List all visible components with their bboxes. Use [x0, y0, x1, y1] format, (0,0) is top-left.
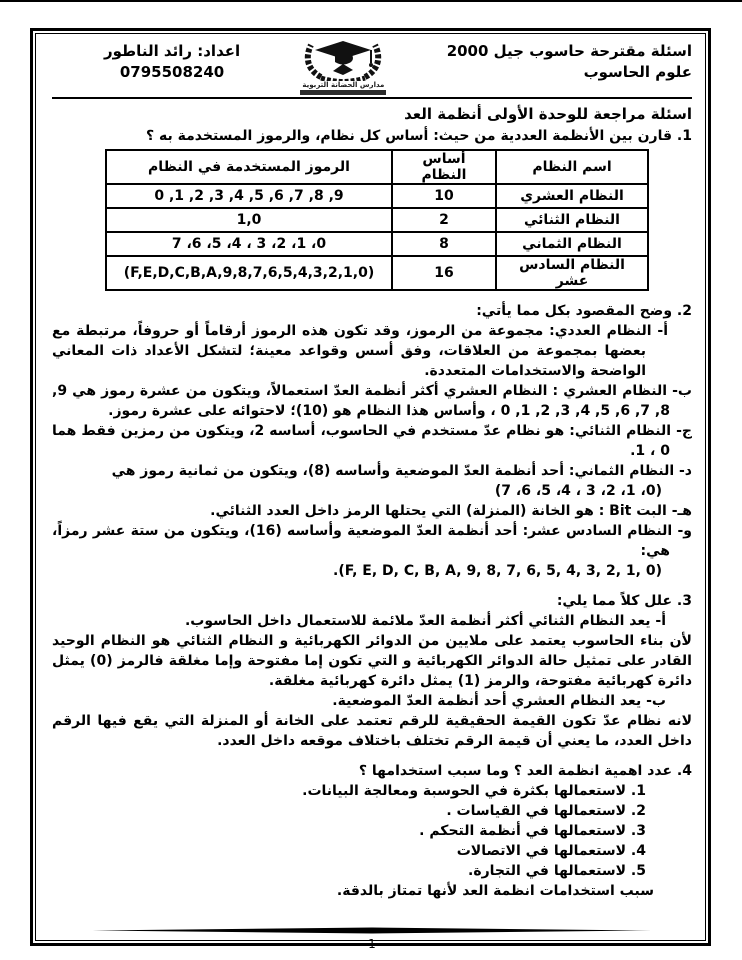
logo-caption: مدارس الحضانة التربوية [302, 81, 385, 89]
cell-base: 8 [392, 232, 496, 256]
page-number: 1 [368, 937, 376, 951]
table-row [106, 232, 648, 256]
table-header-row [106, 150, 648, 184]
reason-item-a-body: لأن بناء الحاسوب يعتمد على ملايين من الدوائر الكهربائية و النظام الثنائي هو النظام الوحيد القادر على تمثيل حالة الدوائر الكهربائية و التي تكون إما مفتوحة وإما مغلقة فالرمز (0) يمثل دائرة كهربائية مفتوحة، والرمز (1) يمثل دائرة كهربائية مغلقة. [52, 633, 692, 689]
importance-item [52, 861, 646, 881]
item-text: يعد النظام العشري أحد أنظمة العدّ الموضعية. [332, 693, 642, 709]
question-text: عدد اهمية انظمة العد ؟ وما سبب استخدامها ؟ [358, 763, 673, 779]
footer-divider [92, 927, 652, 934]
reason-item-a-title [52, 611, 666, 631]
item-label: أ- [657, 323, 668, 339]
phone-line: 0795508240 [119, 63, 225, 81]
question-2-head [52, 301, 692, 321]
question-text: قارن بين الأنظمة العددية من حيث: أساس كل نظام، والرموز المستخدمة به ؟ [146, 128, 673, 144]
table-row [106, 184, 648, 208]
question-1 [52, 126, 692, 291]
question-text: علل كلاً مما يلي: [556, 593, 673, 609]
item-label: و- [677, 523, 692, 539]
cell-system-name: النظام السادس عشر [496, 256, 648, 290]
table-row [106, 208, 648, 232]
col-header-symbols: الرموز المستخدمة في النظام [106, 150, 392, 184]
question-4 [52, 761, 692, 901]
cell-symbols: 1,0 [106, 208, 392, 232]
octal-symbols-line: (0، 1، 2، 3 ، 4، 5، 6، 7) [494, 483, 662, 499]
item-text: النظام العشري : النظام العشري أكثر أنظمة العدّ استعمالاً، ويتكون من عشرة رموز هي 9, 8, 7, 6, 5, 4, 3, 2, 1, 0 ، وأساس هذا النظام هو (10)؛ لاحتوائه على عشرة رموز. [52, 383, 670, 419]
item-number: 3. [630, 823, 646, 839]
logo-banner [300, 90, 386, 95]
cell-system-name: النظام الثنائي [496, 208, 648, 232]
cell-symbols: (F,E,D,C,B,A,9,8,7,6,5,4,3,2,1,0) [106, 256, 392, 290]
item-text: لاستعمالها في التجارة. [468, 863, 627, 879]
item-label: ب- [646, 693, 666, 709]
subject-line: علوم الحاسوب [583, 63, 692, 81]
col-header-base: أساس النظام [392, 150, 496, 184]
item-label: أ- [655, 613, 666, 629]
item-text: النظام الثماني: أحد أنظمة العدّ الموضعية وأساسه (8)، ويتكون من ثمانية رموز هي [111, 463, 675, 479]
reason-item-b-title [52, 691, 666, 711]
question-text: وضح المقصود بكل مما يأتي: [476, 303, 673, 319]
item-text: لاستعمالها في أنظمة التحكم . [419, 823, 627, 839]
item-text: لاستعمالها بكثرة في الحوسبة ومعالجة البيانات. [302, 783, 627, 799]
item-text: النظام السادس عشر: أحد أنظمة العدّ الموضعية وأساسه (16)، ويتكون من ستة عشر رمزاً، هي: [52, 523, 673, 559]
item-text: النظام العددي: مجموعة من الرموز، وقد تكون هذه الرموز أرقاماً أو حروفاً، مرتبطة مع بعضها بمجموعة من العلاقات، وفق أسس وقواعد معينة؛ لتشكل الأعداد ذات المعاني الواضحة والاستخدامات المتعددة. [52, 323, 652, 379]
course-line: اسئلة مقترحة حاسوب جيل 2000 [446, 42, 692, 60]
scan-edge-top [0, 0, 742, 2]
importance-item [52, 821, 646, 841]
item-text: النظام الثنائي: هو نظام عدّ مستخدم في الحاسوب، أساسه 2، ويتكون من رمزين فقط هما 0 ، 1. [52, 423, 672, 459]
item-number: 4. [630, 843, 646, 859]
question-2 [52, 301, 692, 581]
usage-reason-line: سبب استخدامات انظمة العد لأنها تمتاز بالدقة. [336, 883, 654, 899]
header-right [447, 41, 692, 83]
graduation-cap-icon [291, 39, 395, 81]
item-text: يعد النظام الثنائي أكثر أنظمة العدّ ملائمة للاستعمال داخل الحاسوب. [184, 613, 651, 629]
importance-item [52, 781, 646, 801]
item-label: د- [679, 463, 692, 479]
importance-item [52, 841, 646, 861]
header-left [52, 41, 240, 83]
definition-item-f [52, 521, 692, 561]
col-header-name: اسم النظام [496, 150, 648, 184]
cell-system-name: النظام الثماني [496, 232, 648, 256]
definition-item-c [52, 421, 692, 461]
table-row [106, 256, 648, 290]
question-4-head [52, 761, 692, 781]
definition-item-d [52, 461, 692, 481]
question-number: 3. [676, 593, 692, 609]
definition-item-e [52, 501, 692, 521]
page-footer [52, 927, 692, 951]
question-3 [52, 591, 692, 751]
cell-symbols: 9, 8, 7, 6, 5, 4, 3, 2, 1, 0 [106, 184, 392, 208]
question-number: 1. [676, 128, 692, 144]
question-3-head [52, 591, 692, 611]
reason-item-b-body: لانه نظام عدّ تكون القيمة الحقيقية للرقم تعتمد على الخانة أو المنزلة التي يقع فيها الرقم داخل العدد، ما يعني أن قيمة الرقم تختلف باختلاف موقعه داخل العدد. [52, 713, 692, 749]
definition-item-a [52, 321, 668, 381]
item-label: ج- [676, 423, 693, 439]
cell-base: 10 [392, 184, 496, 208]
item-label: ب- [672, 383, 693, 399]
page-inner-border [35, 33, 706, 951]
preparer-line: اعداد: رائد الناطور [104, 42, 241, 60]
page-title: اسئلة مراجعة للوحدة الأولى أنظمة العد [404, 105, 692, 123]
cell-base: 2 [392, 208, 496, 232]
item-text: البت Bit : هو الخانة (المنزلة) التي يحتلها الرمز داخل العدد الثنائي. [210, 503, 667, 519]
header [52, 39, 692, 99]
item-number: 5. [630, 863, 646, 879]
question-number: 4. [676, 763, 692, 779]
page-frame [30, 28, 711, 951]
hex-symbols-line: (F, E, D, C, B, A, 9, 8, 7, 6, 5, 4, 3, 2, 1, 0). [333, 563, 662, 579]
item-label: هـ- [671, 503, 692, 519]
comparison-table [105, 149, 649, 291]
importance-item [52, 801, 646, 821]
item-number: 1. [630, 783, 646, 799]
school-logo [288, 39, 398, 95]
cell-symbols: 0، 1، 2، 3 ، 4، 5، 6، 7 [106, 232, 392, 256]
question-number: 2. [676, 303, 692, 319]
cell-base: 16 [392, 256, 496, 290]
question-1-head [52, 126, 692, 146]
cell-system-name: النظام العشري [496, 184, 648, 208]
item-text: لاستعمالها في القياسات . [446, 803, 627, 819]
definition-item-b [52, 381, 692, 421]
item-number: 2. [630, 803, 646, 819]
item-text: لاستعمالها في الاتصالات [456, 843, 627, 859]
